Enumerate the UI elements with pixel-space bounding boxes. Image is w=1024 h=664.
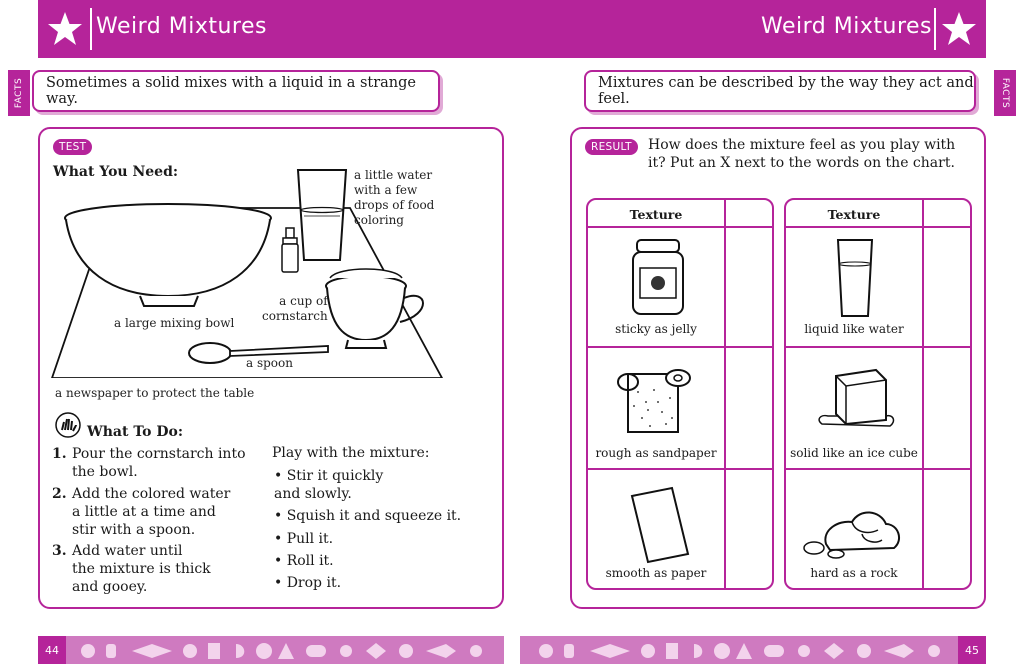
what-you-need-heading: What You Need: xyxy=(53,164,179,180)
page-number-left: 44 xyxy=(38,636,66,664)
cell-x-box[interactable] xyxy=(726,470,774,590)
footer-decoration-right xyxy=(534,640,954,662)
cell-x-box[interactable] xyxy=(924,348,972,468)
cell-x-box[interactable] xyxy=(924,470,972,590)
facts-tab-right: FACTS xyxy=(994,70,1016,116)
facts-tab-left: FACTS xyxy=(8,70,30,116)
water-glass-icon xyxy=(294,166,350,266)
bowl-label: a large mixing bowl xyxy=(114,316,235,330)
banner-title: Weird Mixtures xyxy=(761,14,932,39)
newspaper-label: a newspaper to protect the table xyxy=(55,386,255,400)
bowl-icon xyxy=(60,198,280,308)
footer-decoration-left xyxy=(76,640,496,662)
chart-row-label: sticky as jelly xyxy=(615,322,697,336)
result-pill: RESULT xyxy=(585,139,638,155)
play-item: • Stir it quickly and slowly. xyxy=(274,468,384,502)
sandpaper-roll-icon xyxy=(588,362,724,442)
banner-title: Weird Mixtures xyxy=(96,14,267,39)
play-item: • Squish it and squeeze it. xyxy=(274,508,462,524)
cell-x-box[interactable] xyxy=(924,228,972,346)
star-icon xyxy=(46,10,84,48)
chart-header: Texture xyxy=(827,206,881,222)
hand-icon xyxy=(55,412,81,442)
jelly-jar-icon xyxy=(588,238,724,318)
chart-row-label: hard as a rock xyxy=(810,566,898,580)
ice-cube-icon xyxy=(786,362,922,442)
play-heading: Play with the mixture: xyxy=(272,445,430,461)
chart-row-label: smooth as paper xyxy=(605,566,707,580)
water-glass-icon xyxy=(786,238,922,318)
play-item: • Pull it. xyxy=(274,531,334,547)
texture-chart-right xyxy=(784,198,972,590)
page-number-right: 45 xyxy=(958,636,986,664)
chart-row-label: rough as sandpaper xyxy=(595,446,717,460)
play-item: • Drop it. xyxy=(274,575,342,591)
right-banner xyxy=(512,0,986,58)
play-item: • Roll it. xyxy=(274,553,334,569)
fact-box-left xyxy=(32,70,440,112)
fact-text: Mixtures can be described by the way they act and feel. xyxy=(598,75,974,107)
cell-x-box[interactable] xyxy=(726,348,774,468)
texture-chart-left xyxy=(586,198,774,590)
fact-box-right xyxy=(584,70,976,112)
paper-sheet-icon xyxy=(588,484,724,564)
star-icon xyxy=(940,10,978,48)
fact-text: Sometimes a solid mixes with a liquid in a strange way. xyxy=(46,75,417,107)
chart-header: Texture xyxy=(629,206,683,222)
question-text: How does the mixture feel as you play with it? Put an X next to the words on the chart. xyxy=(648,137,956,171)
what-to-do-heading: What To Do: xyxy=(87,424,183,440)
spoon-label: a spoon xyxy=(246,356,293,370)
chart-row-label: liquid like water xyxy=(804,322,904,336)
left-banner xyxy=(38,0,512,58)
chart-row-label: solid like an ice cube xyxy=(790,446,918,460)
test-pill: TEST xyxy=(53,139,92,155)
water-label: a little water with a few drops of food coloring xyxy=(354,168,435,227)
cornstarch-label: a cup of cornstarch xyxy=(262,294,328,323)
dropper-icon xyxy=(279,226,301,276)
cell-x-box[interactable] xyxy=(726,228,774,346)
rock-icon xyxy=(786,490,922,560)
cup-icon xyxy=(322,266,434,358)
